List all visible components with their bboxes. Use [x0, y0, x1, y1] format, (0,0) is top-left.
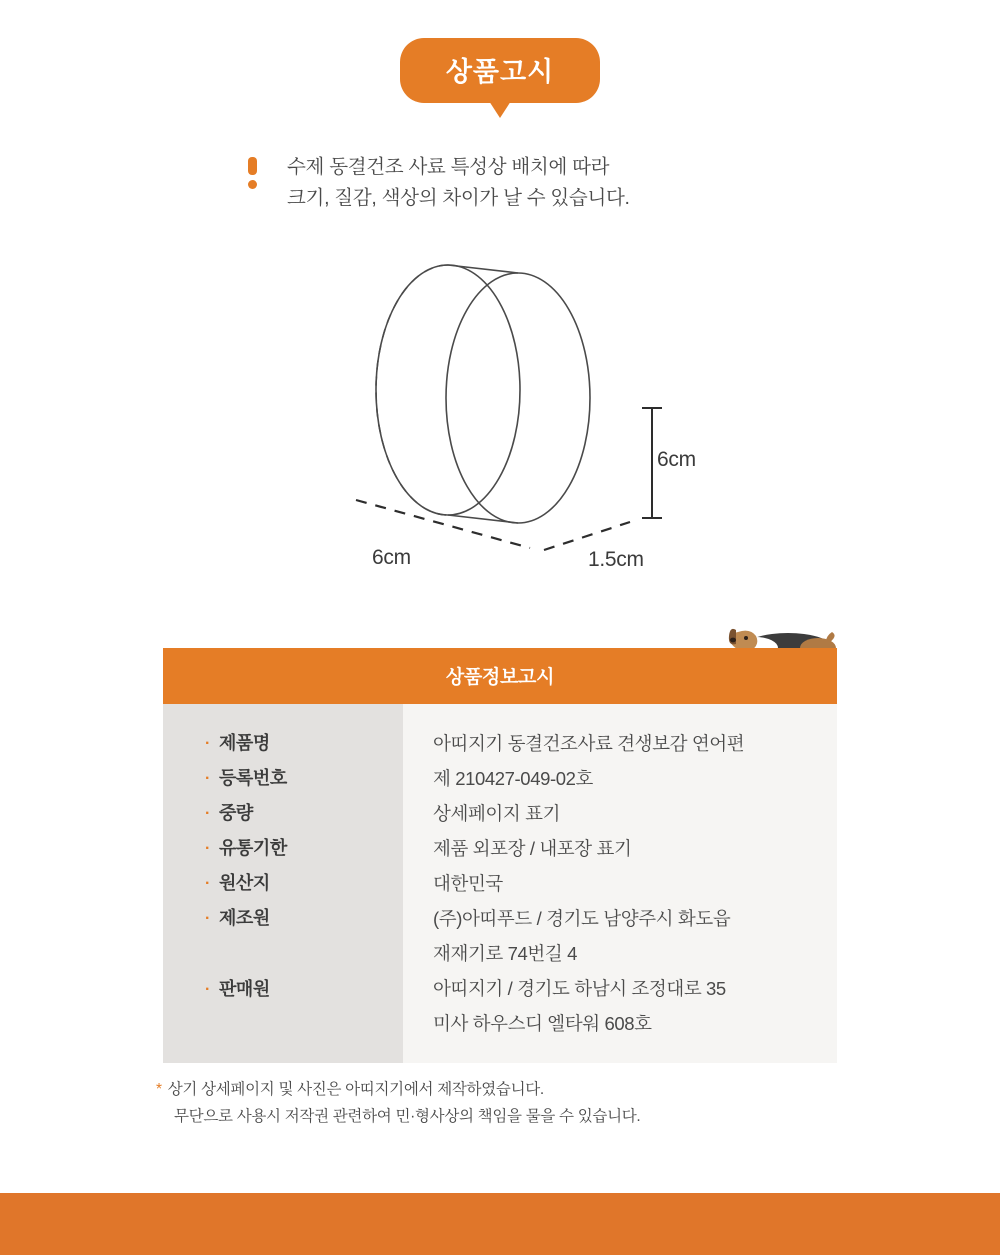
- product-info-table: [163, 648, 837, 1063]
- copyright-footnote: [156, 1076, 640, 1130]
- table-row-value-manufacturer-line1: (주)아띠푸드 / 경기도 남양주시 화도읍: [433, 908, 731, 929]
- notice-block: [248, 152, 630, 214]
- cylinder-diagram-svg: [330, 250, 750, 595]
- label-text: 제품명: [218, 733, 270, 753]
- table-row-label-expiry: [163, 831, 403, 866]
- product-dimension-diagram: [330, 250, 750, 595]
- bottom-accent-bar: [0, 1193, 1000, 1255]
- dimension-width-label: 6cm: [372, 546, 411, 569]
- table-row-label-seller: [163, 972, 403, 1007]
- label-text: 판매원: [218, 979, 270, 999]
- page-title-banner: [0, 38, 1000, 103]
- dimension-height-label: 6cm: [657, 448, 696, 471]
- table-row-label-product-name: [163, 726, 403, 761]
- label-text: 제조원: [218, 908, 270, 928]
- table-row-value-origin: 대한민국: [433, 873, 503, 894]
- bullet-icon: ·: [205, 875, 210, 892]
- table-row-value-product-name: 아띠지기 동결건조사료 견생보감 연어편: [433, 733, 745, 754]
- bullet-icon: ·: [205, 770, 210, 787]
- page-title: 상품고시: [400, 38, 600, 103]
- footnote-text-1: 상기 상세페이지 및 사진은 아띠지기에서 제작하였습니다.: [167, 1081, 544, 1098]
- label-text: 유통기한: [218, 838, 287, 858]
- table-row-value-seller-line2: 미사 하우스디 엘타워 608호: [433, 1013, 652, 1034]
- label-text: 등록번호: [218, 768, 287, 788]
- notice-text: [287, 152, 630, 214]
- exclamation-icon: [248, 152, 257, 189]
- table-row-label-origin: [163, 866, 403, 901]
- label-text: 중량: [218, 803, 253, 823]
- table-row-value-manufacturer-line2: 재재기로 74번길 4: [433, 943, 577, 964]
- bullet-icon: ·: [205, 735, 210, 752]
- notice-line-1: 수제 동결건조 사료 특성상 배치에 따라: [287, 156, 610, 178]
- bullet-icon: ·: [205, 910, 210, 927]
- table-row-label-registration-number: [163, 761, 403, 796]
- notice-line-2: 크기, 질감, 색상의 차이가 날 수 있습니다.: [287, 187, 630, 209]
- table-row-value-expiry: 제품 외포장 / 내포장 표기: [433, 838, 632, 859]
- table-row-label-manufacturer: [163, 901, 403, 936]
- table-row-value-weight: 상세페이지 표기: [433, 803, 561, 824]
- bullet-icon: ·: [205, 805, 210, 822]
- product-info-body: [163, 704, 837, 1063]
- footnote-line-2: 무단으로 사용시 저작권 관련하여 민·형사상의 책임을 물을 수 있습니다.: [174, 1108, 641, 1125]
- asterisk-icon: *: [156, 1081, 162, 1098]
- label-text: 원산지: [218, 873, 270, 893]
- table-row-value-seller-line1: 아띠지기 / 경기도 하남시 조정대로 35: [433, 978, 726, 999]
- table-row-value-registration-number: 제 210427-049-02호: [433, 768, 593, 789]
- product-info-title: 상품정보고시: [163, 648, 837, 704]
- bullet-icon: ·: [205, 981, 210, 998]
- dimension-depth-label: 1.5cm: [588, 548, 644, 571]
- product-info-values-column: [403, 704, 837, 1063]
- bullet-icon: ·: [205, 840, 210, 857]
- table-row-label-weight: [163, 796, 403, 831]
- product-info-labels-column: [163, 704, 403, 1063]
- footnote-line-1: [156, 1076, 640, 1103]
